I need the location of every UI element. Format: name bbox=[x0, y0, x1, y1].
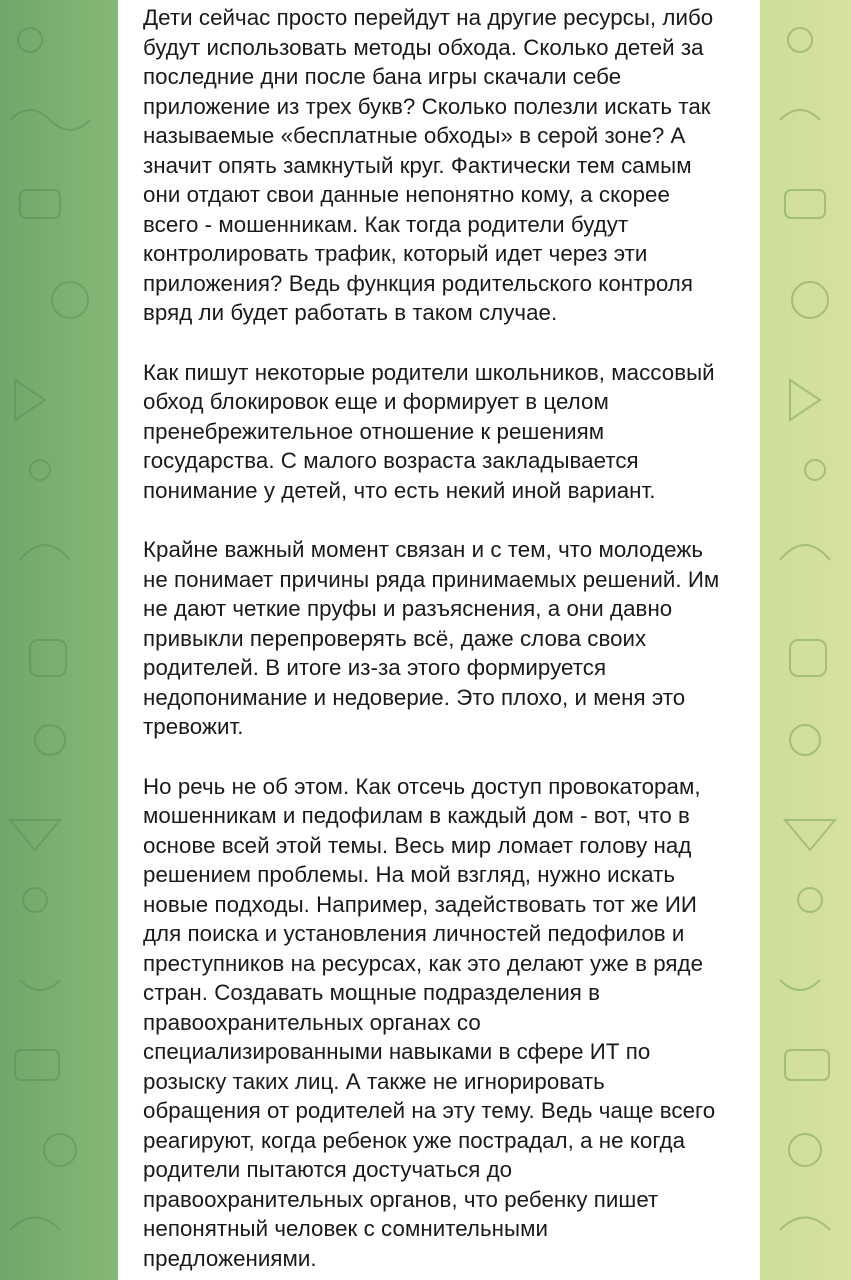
message-line: реагируют, когда ребенок уже пострадал, а не когда bbox=[143, 1127, 686, 1153]
message-line: они отдают свои данные непонятно кому, а скорее bbox=[143, 182, 670, 207]
message-line: значит опять замкнутый круг. Фактически тем самым bbox=[143, 152, 692, 178]
message-line: обращения от родителей на эту тему. Ведь чаще всего bbox=[143, 1098, 716, 1123]
message-line: приложение из трех букв? Сколько полезли искать так bbox=[143, 93, 711, 119]
message-line: будут использовать методы обхода. Сколько детей за bbox=[143, 34, 704, 60]
message-line: стран. Создавать мощные подразделения в bbox=[143, 980, 600, 1005]
message-line: Крайне важный момент связан и с тем, что молодежь bbox=[143, 537, 703, 562]
message-line: привыкли перепроверять всё, даже слова своих bbox=[143, 625, 647, 651]
message-paragraph-1 bbox=[143, 3, 748, 328]
message-paragraph-4 bbox=[143, 772, 748, 1274]
message-paragraph-2 bbox=[143, 358, 748, 506]
message-paragraph-3 bbox=[143, 535, 748, 742]
message-line: мошенникам и педофилам в каждый дом - вот, что в bbox=[143, 803, 690, 828]
message-line: Но речь не об этом. Как отсечь доступ провокаторам, bbox=[143, 773, 701, 799]
message-line: пренебрежительное отношение к решениям bbox=[143, 418, 605, 444]
message-line: новые подходы. Например, задействовать тот же ИИ bbox=[143, 891, 697, 917]
message-line: родители пытаются достучаться до bbox=[143, 1157, 513, 1182]
message-line: Дети сейчас просто перейдут на другие ресурсы, либо bbox=[143, 5, 714, 30]
message-line: правоохранительных органов, что ребенку пишет bbox=[143, 1186, 659, 1212]
message-line: основе всей этой темы. Весь мир ломает голову над bbox=[143, 832, 692, 858]
message-line: преступников на ресурсах, как это делают уже в ряде bbox=[143, 950, 704, 976]
message-line: розыску таких лиц. А также не игнорировать bbox=[143, 1068, 605, 1094]
message-bubble[interactable] bbox=[118, 0, 760, 1280]
message-line: не дают четкие пруфы и разъяснения, а они давно bbox=[143, 596, 673, 621]
message-text bbox=[143, 0, 748, 1273]
message-line: тревожит. bbox=[143, 714, 244, 739]
message-line: непонятный человек с сомнительными bbox=[143, 1216, 548, 1241]
message-line: не понимает причины ряда принимаемых решений. Им bbox=[143, 566, 720, 592]
message-line: называемые «бесплатные обходы» в серой зоне? А bbox=[143, 123, 686, 148]
message-line: Как пишут некоторые родители школьников, массовый bbox=[143, 359, 715, 385]
message-line: приложения? Ведь функция родительского контроля bbox=[143, 270, 693, 296]
message-line: предложениями. bbox=[143, 1245, 317, 1271]
message-line: государства. С малого возраста закладывается bbox=[143, 448, 639, 473]
message-line: контролировать трафик, который идет через эти bbox=[143, 241, 648, 266]
message-line: понимание у детей, что есть некий иной вариант. bbox=[143, 477, 656, 503]
message-line: правоохранительных органах со bbox=[143, 1009, 481, 1035]
message-line: для поиска и установления личностей педофилов и bbox=[143, 921, 685, 946]
message-line: обход блокировок еще и формирует в целом bbox=[143, 389, 609, 414]
message-line: решением проблемы. На мой взгляд, нужно искать bbox=[143, 862, 676, 887]
message-line: вряд ли будет работать в таком случае. bbox=[143, 300, 558, 325]
message-line: последние дни после бана игры скачали себе bbox=[143, 64, 622, 89]
message-line: специализированными навыками в сфере ИТ по bbox=[143, 1039, 651, 1064]
message-line: всего - мошенникам. Как тогда родители будут bbox=[143, 211, 629, 237]
message-line: родителей. В итоге из-за этого формируется bbox=[143, 655, 607, 680]
message-line: недопонимание и недоверие. Это плохо, и меня это bbox=[143, 684, 686, 710]
